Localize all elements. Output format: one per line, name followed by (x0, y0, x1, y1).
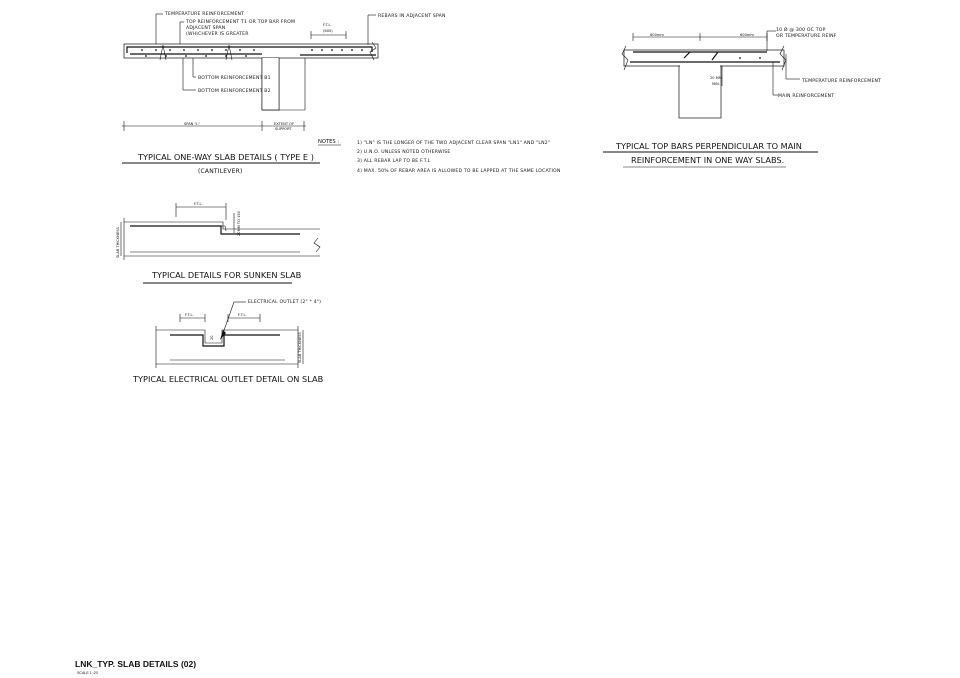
notes-heading: NOTES : (318, 139, 340, 145)
sheet-title: LNK_TYP. SLAB DETAILS (02) (75, 659, 197, 669)
sheet-title-block (75, 659, 196, 675)
label-top-reinforcement-1: TOP REINFORCEMENT T1 OR TOP BAR FROM (186, 20, 296, 25)
electrical-outlet-detail (132, 299, 324, 384)
label-bottom-b2: BOTTOM REINFORCEMENT B2 (198, 89, 271, 94)
label-ftl: F.T.L. (194, 202, 203, 206)
note-item: 2) U.N.O. UNLESS NOTED OTHERWISE (357, 150, 451, 155)
label-top-reinforcement-2: ADJACENT SPAN (186, 26, 226, 31)
label-ftl-left: F.T.L. (185, 313, 194, 317)
label-main-reinforcement: MAIN REINFORCEMENT (778, 94, 835, 99)
label-dim-left: 600mm (650, 33, 664, 37)
label-bar-spacing-1: 10 Ø @ 300 OC TOP (776, 28, 826, 33)
label-temperature-reinforcement: TEMPERATURE REINFORCEMENT (802, 79, 882, 84)
label-top-reinforcement-3: (WHICHEVER IS GREATER (186, 32, 249, 37)
title-one-way-slab: TYPICAL ONE-WAY SLAB DETAILS ( TYPE E ) (138, 152, 314, 162)
label-drop: 20MM TO 150 (237, 211, 241, 236)
note-item: 4) MAX. 50% OF REBAR AREA IS ALLOWED TO BE LAPPED AT THE SAME LOCATION (357, 169, 561, 174)
title-top-bars-line1: TYPICAL TOP BARS PERPENDICULAR TO MAIN (616, 141, 802, 151)
subtitle-cantilever: (CANTILEVER) (198, 168, 243, 175)
label-extent-of: EXTENT OF (274, 122, 295, 126)
svg-text:20: 20 (210, 335, 214, 340)
label-dim-right: 600mm (740, 33, 754, 37)
note-item: 1) "LN" IS THE LONGER OF THE TWO ADJACENT CLEAR SPAN "LN1" AND "LN2" (357, 141, 551, 146)
label-cover: 20 MM (710, 76, 722, 80)
sunken-slab-detail (116, 202, 320, 283)
label-slab-thickness: SLAB THICKNESS (116, 227, 120, 258)
label-ftl: F.T.L. (323, 23, 332, 27)
title-top-bars-line2: REINFORCEMENT IN ONE WAY SLABS. (631, 155, 785, 165)
outlet-top-bar (170, 335, 280, 346)
label-slab-thickness: SLAB THICKNESS (298, 332, 302, 363)
label-cover-min: MIN. (712, 82, 720, 86)
label-support: SUPPORT (275, 127, 292, 131)
label-bottom-b1: BOTTOM REINFORCEMENT B1 (198, 76, 271, 81)
label-ftl-right: F.T.L. (238, 313, 247, 317)
label-electrical-outlet: ELECTRICAL OUTLET (2" * 4") (248, 300, 322, 305)
label-bar-spacing-2: OR TEMPERATURE REINF (776, 34, 837, 39)
outlet-slab-top (156, 330, 298, 343)
notes-block (318, 139, 561, 174)
top-bars-detail (603, 26, 881, 167)
label-rebars-adjacent-span: REBARS IN ADJACENT SPAN (378, 14, 446, 19)
label-temperature-reinforcement: TEMPERATURE REINFORCEMENT (165, 12, 245, 17)
sunken-top-bar (130, 226, 300, 234)
label-span: SPAN "L" (184, 122, 200, 126)
title-sunken-slab: TYPICAL DETAILS FOR SUNKEN SLAB (152, 270, 302, 280)
sheet-scale: SCALE 1 :20 (77, 671, 98, 675)
label-ftl-value: (600) (323, 29, 333, 33)
note-item: 3) ALL REBAR LAP TO BE F.T.L (357, 159, 431, 164)
title-electrical-outlet: TYPICAL ELECTRICAL OUTLET DETAIL ON SLAB (133, 374, 324, 384)
